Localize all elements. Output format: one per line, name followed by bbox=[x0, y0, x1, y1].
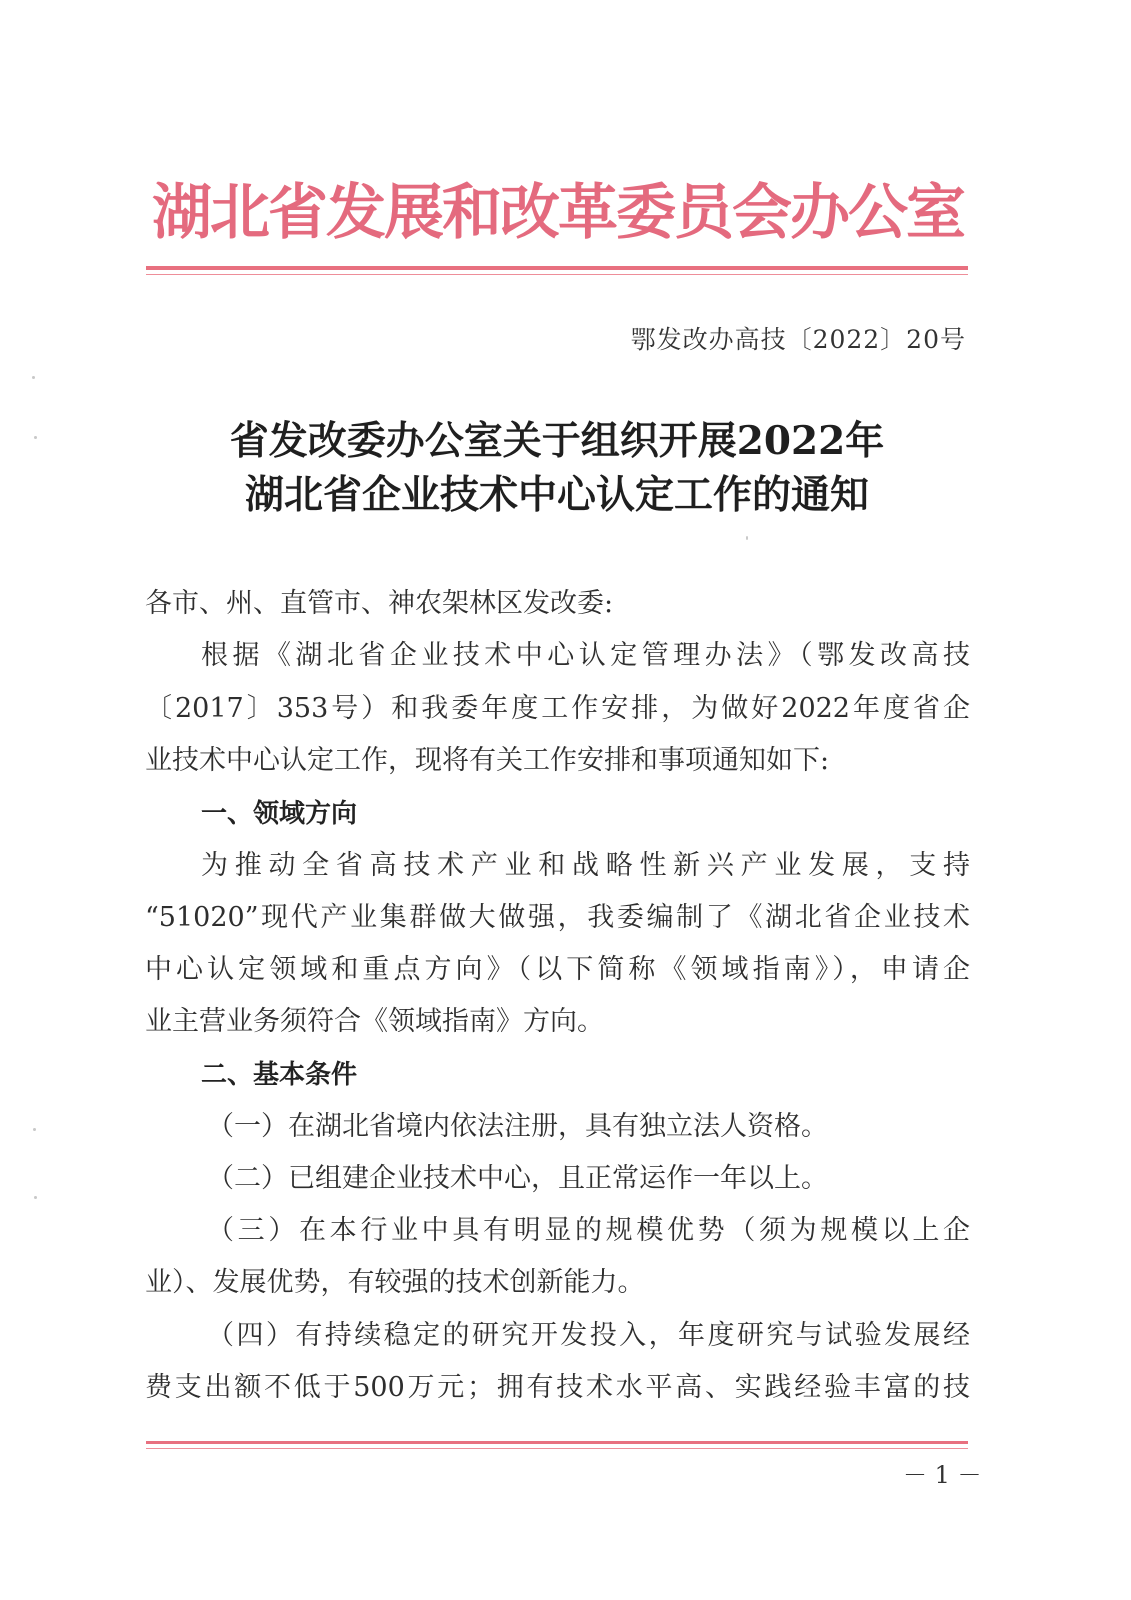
condition-4-line-1: （四）有持续稳定的研究开发投入，年度研究与试验发展经 bbox=[207, 1320, 970, 1351]
condition-4-line-2: 费支出额不低于500万元；拥有技术水平高、实践经验丰富的技 bbox=[145, 1372, 970, 1403]
header-red-rule bbox=[146, 266, 968, 270]
footer-red-rule bbox=[146, 1441, 968, 1444]
page-number: － 1 － bbox=[903, 1461, 982, 1489]
document-title-line-2: 湖北省企业技术中心认定工作的通知 bbox=[244, 472, 869, 518]
intro-line-1: 根据《湖北省企业技术中心认定管理办法》（鄂发改高技 bbox=[201, 640, 970, 671]
issuing-organization-name: 湖北省发展和改革委员会办公室 bbox=[152, 178, 964, 248]
intro-line-2: 〔2017〕353号）和我委年度工作安排，为做好2022年度省企 bbox=[145, 693, 970, 724]
scan-speck bbox=[34, 1196, 37, 1199]
section-1-line-4: 业主营业务须符合《领域指南》方向。 bbox=[145, 1006, 604, 1037]
condition-2: （二）已组建企业技术中心，且正常运作一年以上。 bbox=[207, 1163, 828, 1194]
scan-speck bbox=[32, 376, 35, 379]
condition-3-line-1: （三）在本行业中具有明显的规模优势（须为规模以上企 bbox=[207, 1215, 970, 1246]
document-number: 鄂发改办高技〔2022〕20号 bbox=[630, 325, 966, 354]
section-2-heading: 二、基本条件 bbox=[201, 1060, 358, 1090]
section-1-line-1: 为推动全省高技术产业和战略性新兴产业发展，支持 bbox=[201, 850, 970, 881]
document-title-line-1: 省发改委办公室关于组织开展2022年 bbox=[229, 418, 885, 464]
section-1-heading: 一、领域方向 bbox=[201, 799, 358, 829]
section-1-line-3: 中心认定领域和重点方向》（以下简称《领域指南》），申请企 bbox=[145, 954, 970, 985]
intro-line-3: 业技术中心认定工作，现将有关工作安排和事项通知如下: bbox=[145, 745, 830, 776]
scan-speck bbox=[746, 536, 748, 540]
condition-3-line-2: 业）、发展优势，有较强的技术创新能力。 bbox=[145, 1267, 645, 1298]
footer-red-rule-thin bbox=[146, 1448, 968, 1449]
scan-speck bbox=[34, 436, 37, 439]
scan-speck bbox=[33, 1128, 36, 1131]
header-red-rule-thin bbox=[146, 274, 968, 275]
section-1-line-2: “51020”现代产业集群做大做强，我委编制了《湖北省企业技术 bbox=[145, 902, 970, 933]
condition-1: （一）在湖北省境内依法注册，具有独立法人资格。 bbox=[207, 1111, 828, 1142]
addressee: 各市、州、直管市、神农架林区发改委: bbox=[145, 588, 614, 619]
